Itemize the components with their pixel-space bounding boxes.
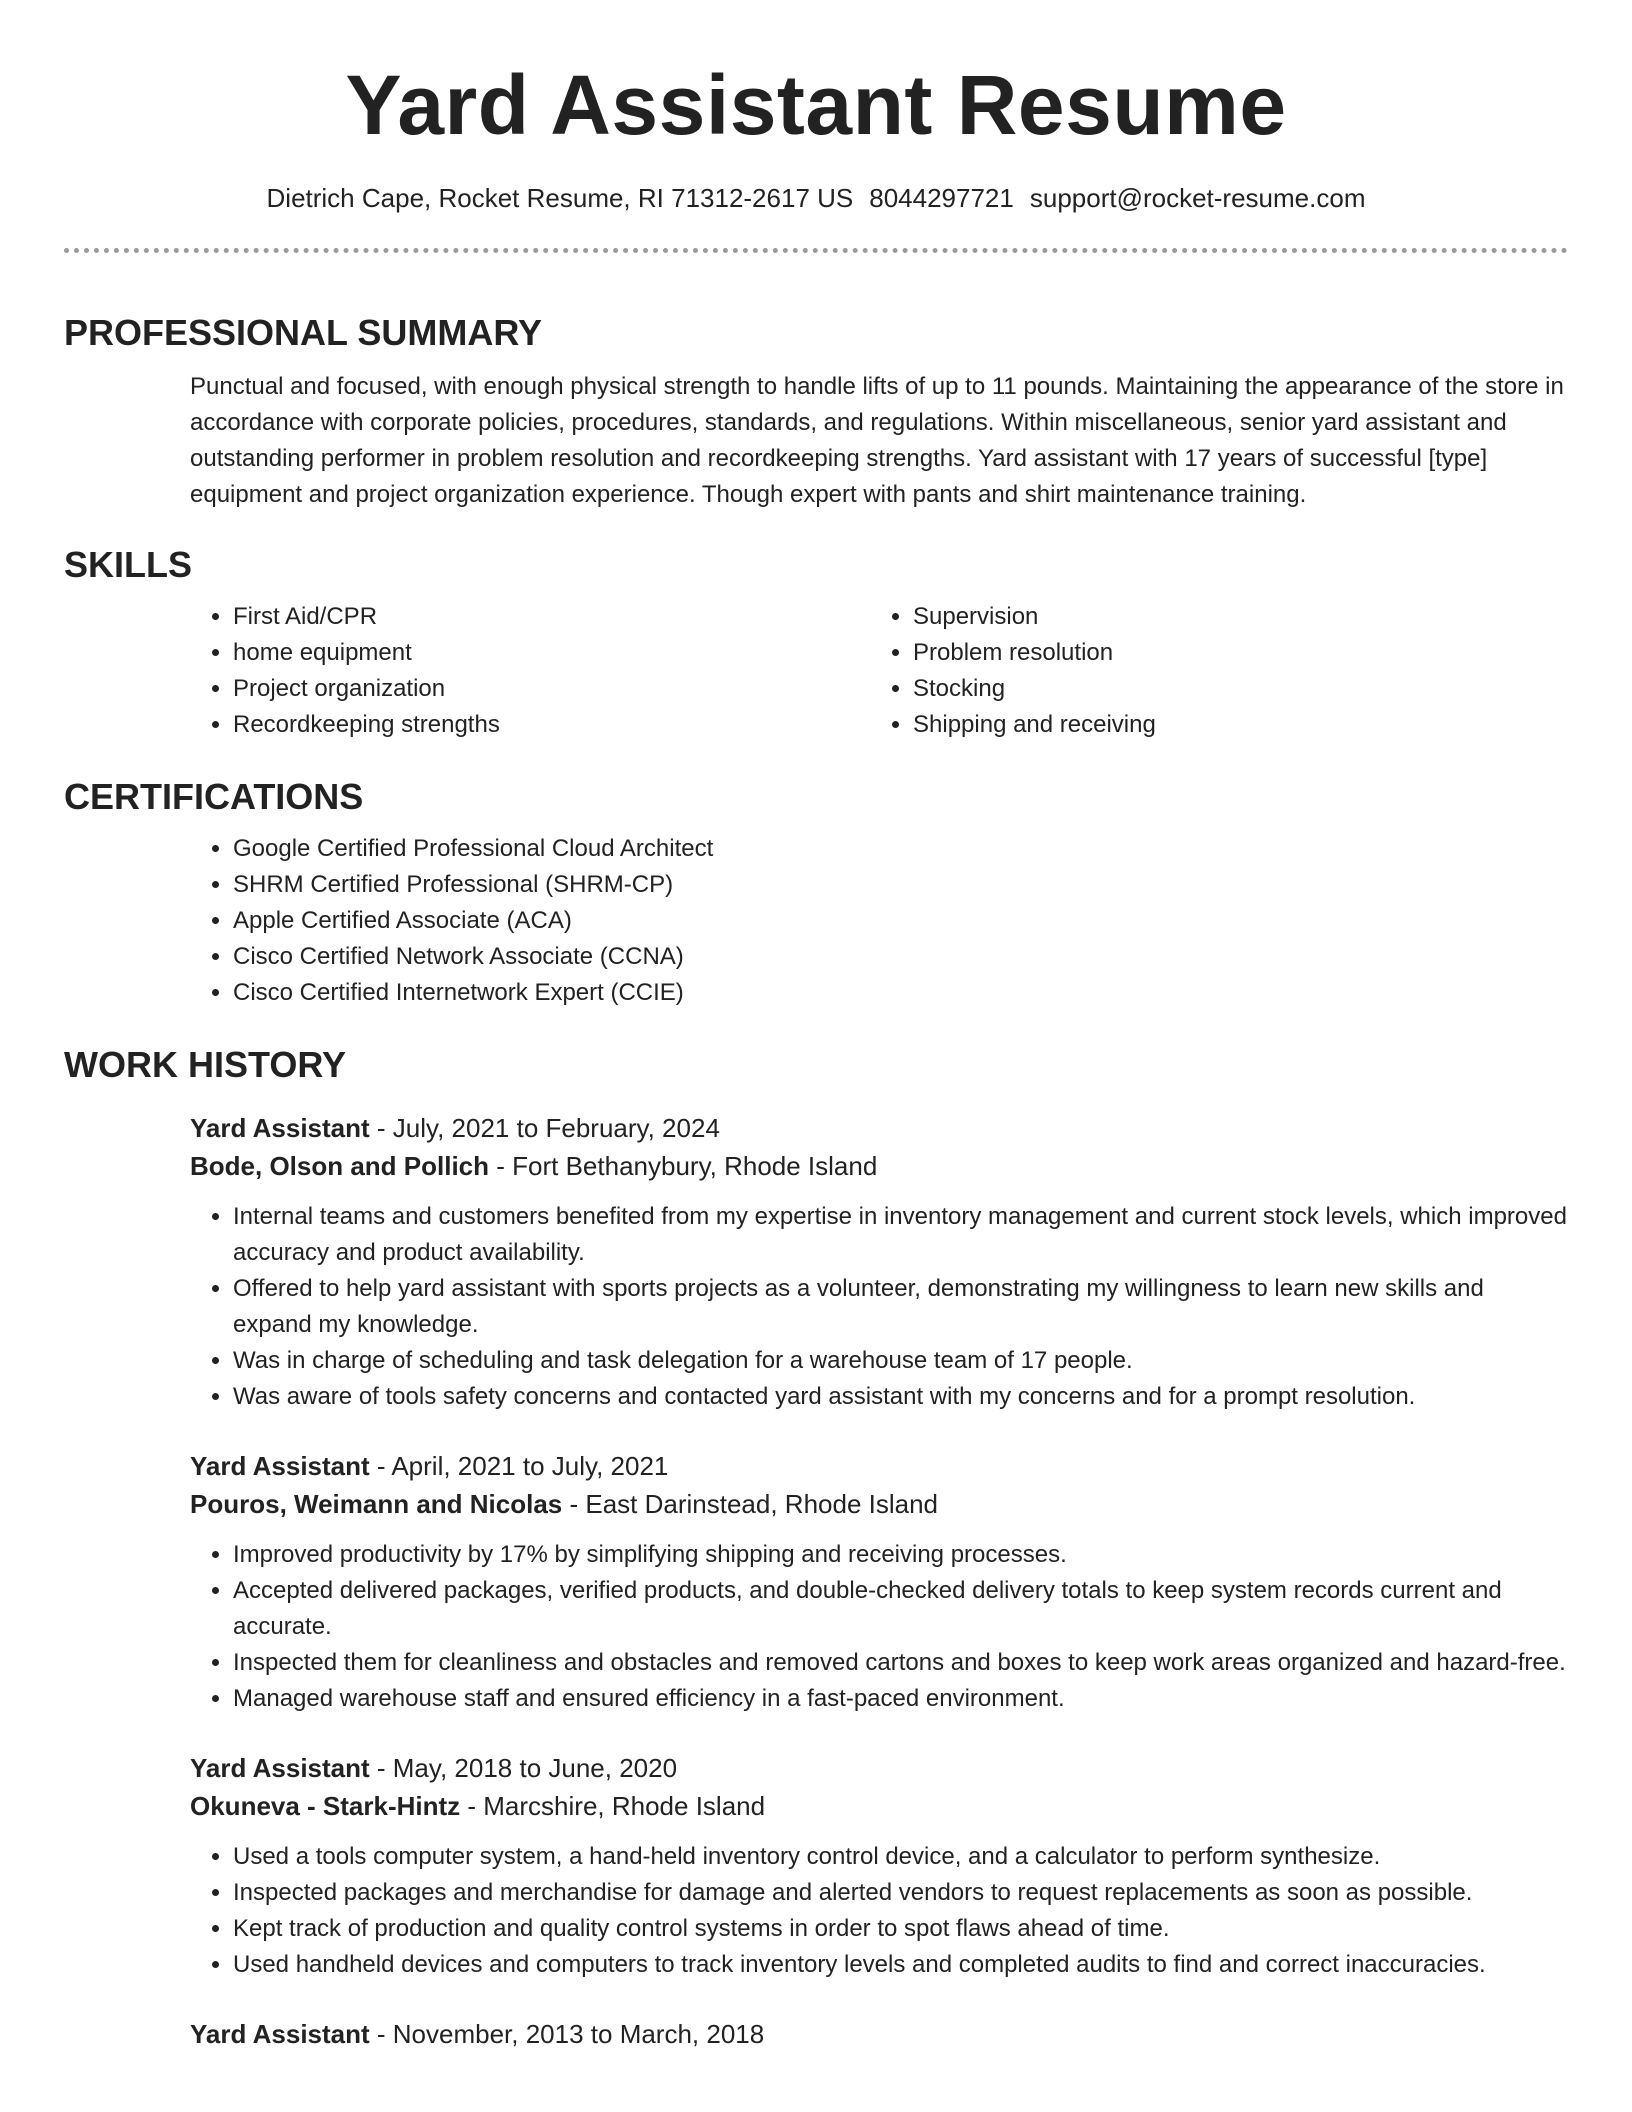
skill-item: • Stocking xyxy=(913,671,1550,707)
skills-columns xyxy=(190,599,1568,743)
job-company-line xyxy=(190,1147,1568,1185)
contact-email[interactable]: support@rocket-resume.com xyxy=(1029,183,1366,213)
certification-item: • Cisco Certified Network Associate (CCNA) xyxy=(233,939,1568,975)
job-dates: - July, 2021 to February, 2024 xyxy=(369,1113,720,1143)
job-entry xyxy=(64,1447,1568,1717)
section-title-certifications: CERTIFICATIONS xyxy=(64,776,364,817)
skills-list-right xyxy=(870,599,1550,743)
skills-list-left xyxy=(190,599,870,743)
job-company-line xyxy=(190,1787,1568,1825)
job-dates: - May, 2018 to June, 2020 xyxy=(369,1753,678,1783)
job-bullets xyxy=(190,1199,1568,1415)
section-title-work-history: WORK HISTORY xyxy=(64,1044,347,1085)
job-bullet: • Used a tools computer system, a hand-held inventory control device, and a calculator to perform synthesize. xyxy=(233,1839,1568,1875)
job-location: - Fort Bethanybury, Rhode Island xyxy=(489,1151,878,1181)
job-location: - Marcshire, Rhode Island xyxy=(460,1791,766,1821)
summary-text: Punctual and focused, with enough physical strength to handle lifts of up to 11 pounds. Maintaining the appearance of the store in accordance with corporate policies, procedures, standards, and regulations. Within miscellaneous, senior yard assistant and outstanding performer in problem resolution and recordkeeping strengths. Yard assistant with 17 years of successful [type] equipment and project organization experience. Though expert with pants and shirt maintenance training. xyxy=(190,373,1564,508)
job-entry xyxy=(64,2015,1568,2053)
skill-item: • Problem resolution xyxy=(913,635,1550,671)
job-title: Yard Assistant xyxy=(190,1753,370,1783)
job-title-line xyxy=(190,1447,1568,1485)
certification-item: • SHRM Certified Professional (SHRM-CP) xyxy=(233,867,1568,903)
contact-address: Dietrich Cape, Rocket Resume, RI 71312-2617 US xyxy=(266,183,854,213)
certification-item: • Apple Certified Associate (ACA) xyxy=(233,903,1568,939)
certifications-body xyxy=(190,831,1568,1011)
job-title: Yard Assistant xyxy=(190,1113,370,1143)
skills-column-right xyxy=(870,599,1550,743)
resume-page xyxy=(64,0,1568,2053)
summary-section xyxy=(64,313,1568,513)
skills-section xyxy=(64,545,1568,743)
contact-line xyxy=(64,182,1568,214)
job-entry xyxy=(64,1109,1568,1415)
skill-item: • Shipping and receiving xyxy=(913,707,1550,743)
job-bullet: • Kept track of production and quality control systems in order to spot flaws ahead of time. xyxy=(233,1911,1568,1947)
job-bullet: • Managed warehouse staff and ensured efficiency in a fast-paced environment. xyxy=(233,1681,1568,1717)
certifications-section xyxy=(64,777,1568,1011)
job-title-line xyxy=(190,1749,1568,1787)
skills-column-left xyxy=(190,599,870,743)
job-bullet: • Inspected them for cleanliness and obstacles and removed cartons and boxes to keep work areas organized and hazard-free. xyxy=(233,1645,1568,1681)
skill-item: • Project organization xyxy=(233,671,870,707)
certifications-list xyxy=(190,831,1568,1011)
job-company: Pouros, Weimann and Nicolas xyxy=(190,1489,563,1519)
skill-item: • Recordkeeping strengths xyxy=(233,707,870,743)
job-bullet: • Accepted delivered packages, verified products, and double-checked delivery totals to keep system records current and accurate. xyxy=(233,1573,1568,1645)
skill-item: • Supervision xyxy=(913,599,1550,635)
job-company-line xyxy=(190,1485,1568,1523)
job-company: Okuneva - Stark-Hintz xyxy=(190,1791,461,1821)
job-title: Yard Assistant xyxy=(190,2019,370,2049)
job-bullet: • Internal teams and customers benefited from my expertise in inventory management and current stock levels, which improved accuracy and product availability. xyxy=(233,1199,1568,1271)
resume-title: Yard Assistant Resume xyxy=(345,58,1287,152)
job-bullets xyxy=(190,1537,1568,1717)
job-title-line xyxy=(190,1109,1568,1147)
job-dates: - November, 2013 to March, 2018 xyxy=(369,2019,765,2049)
job-bullet: • Improved productivity by 17% by simplifying shipping and receiving processes. xyxy=(233,1537,1568,1573)
job-title: Yard Assistant xyxy=(190,1451,370,1481)
job-bullet: • Used handheld devices and computers to track inventory levels and completed audits to find and correct inaccuracies. xyxy=(233,1947,1568,1983)
job-dates: - April, 2021 to July, 2021 xyxy=(369,1451,669,1481)
skill-item: • First Aid/CPR xyxy=(233,599,870,635)
job-bullet: • Was in charge of scheduling and task delegation for a warehouse team of 17 people. xyxy=(233,1343,1568,1379)
job-company: Bode, Olson and Pollich xyxy=(190,1151,490,1181)
certification-item: • Cisco Certified Internetwork Expert (CCIE) xyxy=(233,975,1568,1011)
job-bullets xyxy=(190,1839,1568,1983)
skill-item: • home equipment xyxy=(233,635,870,671)
job-bullet: • Inspected packages and merchandise for damage and alerted vendors to request replacements as soon as possible. xyxy=(233,1875,1568,1911)
job-location: - East Darinstead, Rhode Island xyxy=(562,1489,939,1519)
job-entry xyxy=(64,1749,1568,1983)
job-bullet: • Was aware of tools safety concerns and contacted yard assistant with my concerns and for a prompt resolution. xyxy=(233,1379,1568,1415)
work-history-section xyxy=(64,1045,1568,2053)
job-title-line xyxy=(190,2015,1568,2053)
section-title-summary: PROFESSIONAL SUMMARY xyxy=(64,312,543,353)
job-bullet: • Offered to help yard assistant with sports projects as a volunteer, demonstrating my willingness to learn new skills and expand my knowledge. xyxy=(233,1271,1568,1343)
contact-phone: 8044297721 xyxy=(869,183,1014,213)
section-title-skills: SKILLS xyxy=(64,544,193,585)
certification-item: • Google Certified Professional Cloud Architect xyxy=(233,831,1568,867)
header-divider xyxy=(64,248,1568,253)
